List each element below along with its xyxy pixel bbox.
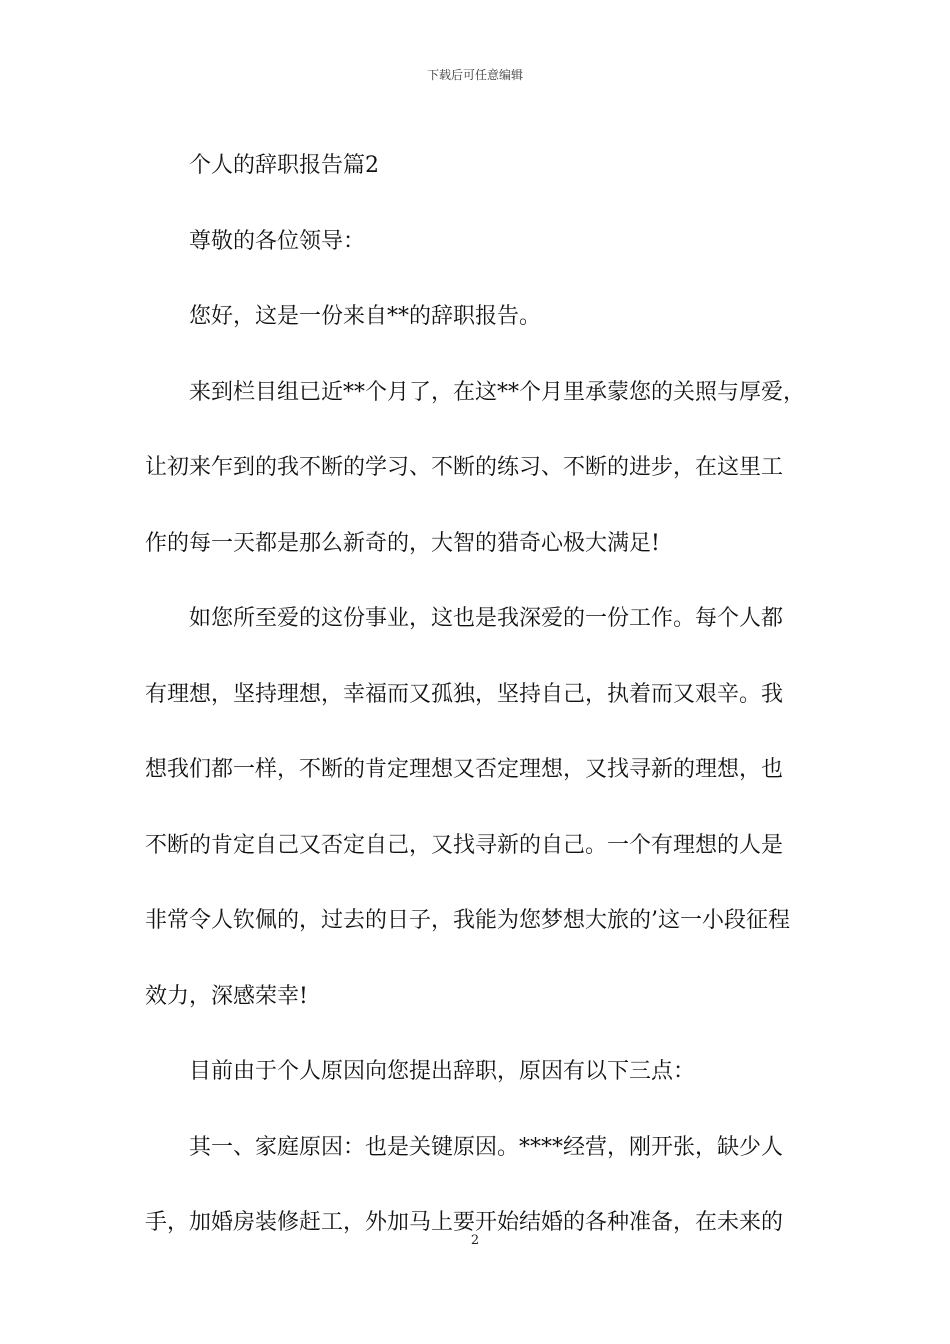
text-line: 想我们都一样，不断的肯定理想又否定理想，又找寻新的理想，也: [145, 757, 784, 782]
text-line: 手，加婚房装修赶工，外加马上要开始结婚的各种准备，在未来的: [145, 1210, 784, 1235]
text-line: 其一、家庭原因：也是关键原因。****经营，刚开张，缺少人: [189, 1134, 784, 1160]
text-line: 个人的辞职报告篇2: [189, 153, 379, 178]
text-line: 作的每一天都是那么新奇的，大智的猎奇心极大满足!: [145, 530, 660, 556]
paragraph-title: [145, 128, 810, 204]
paragraph-salutation: [145, 204, 810, 280]
text-line: 有理想，坚持理想，幸福而又孤独，坚持自己，执着而又艰辛。我: [145, 681, 784, 707]
text-line: 您好，这是一份来自**的辞职报告。: [189, 304, 542, 329]
paragraph-body-1: [145, 355, 810, 582]
text-line: 尊敬的各位领导：: [189, 228, 366, 254]
text-line: 目前由于个人原因向您提出辞职，原因有以下三点：: [189, 1059, 696, 1084]
text-line: 如您所至爱的这份事业，这也是我深爱的一份工作。每个人都: [189, 606, 784, 631]
paragraph-body-2: [145, 581, 810, 1034]
text-line: 非常令人钦佩的，过去的日子，我能为您梦想大旅的’这一小段征程: [145, 908, 790, 933]
text-line: 来到栏目组已近**个月了，在这**个月里承蒙您的关照与厚爱，: [189, 379, 806, 405]
text-line: 效力，深感荣幸!: [145, 983, 308, 1009]
text-line: 不断的肯定自己又否定自己，又找寻新的自己。一个有理想的人是: [145, 832, 784, 858]
paragraph-greeting: [145, 279, 810, 355]
text-line: 让初来乍到的我不断的学习、不断的练习、不断的进步，在这里工: [145, 455, 784, 480]
page-number: 2: [470, 1233, 480, 1248]
paragraph-body-3: [145, 1034, 810, 1110]
document-body: [145, 128, 810, 1261]
page-header-note: 下载后可任意编辑: [426, 68, 523, 82]
